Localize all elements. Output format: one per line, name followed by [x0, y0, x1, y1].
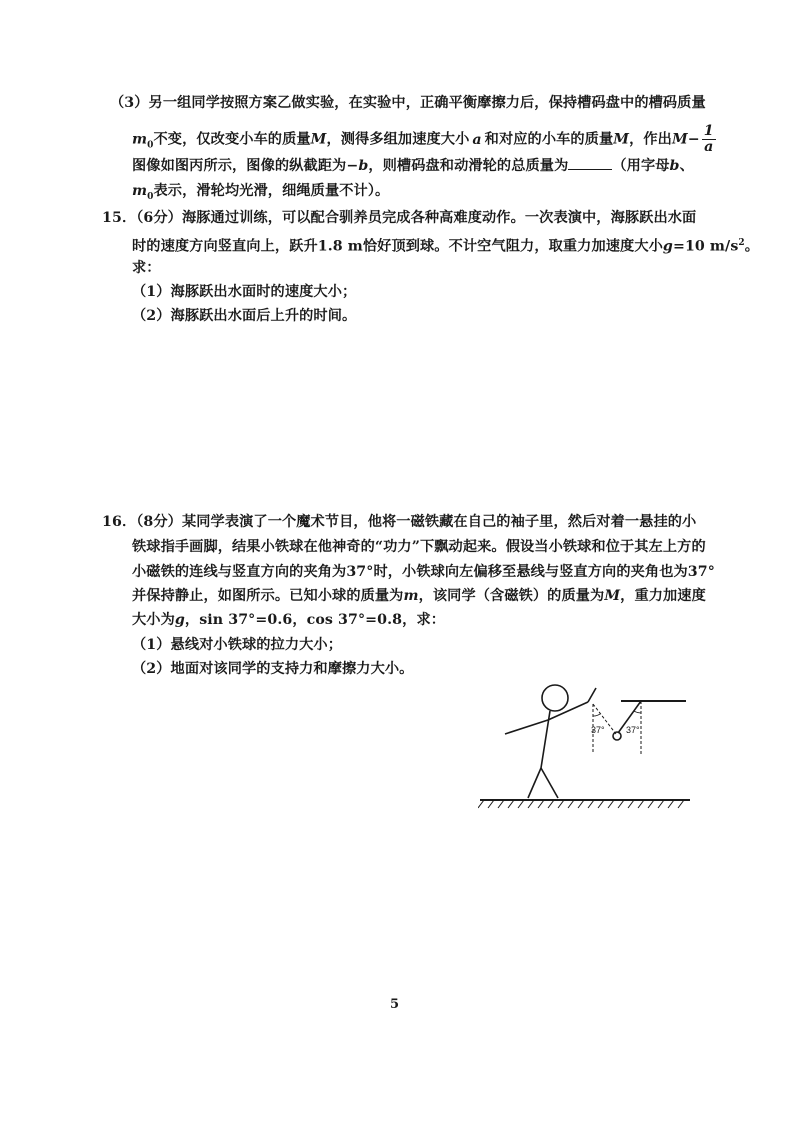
- text: 求：: [132, 260, 161, 276]
- q16-sub1: [132, 634, 342, 656]
- text: 大小为: [132, 612, 175, 628]
- var-M: M: [604, 588, 621, 604]
- text: （2）海豚跃出水面后上升的时间。: [132, 308, 357, 324]
- var-m: m: [403, 588, 419, 604]
- text: 小磁铁的连线与竖直方向的夹角为37°时，小铁球向左偏移至悬线与竖直方向的夹角也为37°: [132, 564, 715, 580]
- text: ，重力加速度: [620, 588, 706, 604]
- text: （用字母: [612, 158, 670, 174]
- text: 和对应的小车的质量: [484, 131, 614, 148]
- text: ，则槽码盘和动滑轮的总质量为: [368, 158, 569, 174]
- q16-line5: [132, 609, 445, 631]
- q14-3-line2: [132, 124, 716, 156]
- page-number: 5: [390, 997, 400, 1012]
- text: 表示，滑轮均光滑，细绳质量不计）。: [153, 183, 390, 199]
- ground-hatching: [478, 800, 684, 808]
- var-b: b: [669, 158, 680, 174]
- q15-sub2: [132, 305, 356, 327]
- text: ，该同学（含磁铁）的质量为: [418, 588, 605, 604]
- var-a: a: [472, 131, 482, 148]
- text: ，测得多组加速度大小: [326, 131, 470, 148]
- var-M: M: [613, 131, 630, 148]
- frac-num: 1: [703, 123, 714, 139]
- magnet-sleeve: [588, 688, 596, 702]
- sub-0: 0: [147, 140, 154, 151]
- q16-line1: [102, 511, 696, 533]
- minus: −: [687, 131, 700, 148]
- angle-arc-right: [634, 711, 641, 713]
- var-m: m: [132, 131, 148, 148]
- var-M: M: [310, 131, 327, 148]
- stick-figure-right-leg: [541, 768, 558, 798]
- var-m: m: [132, 183, 148, 199]
- text: ，sin 37°=0.6，cos 37°=0.8，求：: [184, 612, 446, 628]
- q15-line1: [102, 207, 696, 229]
- text: 图像如图丙所示，图像的纵截距为−: [132, 158, 359, 174]
- frac-den: a: [704, 139, 714, 155]
- text: 16．（8分）某同学表演了一个魔术节目，他将一磁铁藏在自己的袖子里，然后对着一悬挂的小: [102, 514, 697, 530]
- magic-trick-figure: [478, 676, 693, 816]
- stick-figure-left-leg: [528, 768, 541, 798]
- q14-3-line4: [132, 180, 389, 208]
- text: 15．（6分）海豚通过训练，可以配合驯养员完成各种高难度动作。一次表演中，海豚跃出水面: [102, 210, 697, 226]
- text: =10 m/s: [672, 238, 739, 255]
- text: （1）海豚跃出水面时的速度大小；: [132, 284, 357, 300]
- q15-sub1: [132, 281, 356, 303]
- text: 时的速度方向竖直向上，跃升1.8 m恰好顶到球。不计空气阻力，取重力加速度大小: [132, 238, 663, 255]
- q16-line2: [132, 536, 706, 558]
- q15-line2: [132, 232, 759, 258]
- fraction-1-over-a: [702, 124, 716, 155]
- var-b: b: [358, 158, 369, 174]
- q14-3-text1: （3）另一组同学按照方案乙做实验，在实验中，正确平衡摩擦力后，保持槽码盘中的槽码质量: [110, 95, 706, 111]
- iron-ball: [613, 732, 621, 740]
- text: 铁球指手画脚，结果小铁球在他神奇的“功力”下飘动起来。假设当小铁球和位于其左上方的: [132, 539, 706, 555]
- text: ，作出: [629, 131, 672, 148]
- var-g: g: [662, 238, 673, 255]
- text: 。: [744, 238, 760, 255]
- stick-figure-left-arm: [505, 720, 548, 734]
- q16-sub2: [132, 658, 413, 680]
- stick-figure-head: [542, 685, 568, 711]
- angle-arc-left: [593, 714, 600, 716]
- q15-line3: [132, 257, 161, 279]
- angle-label-right: 37°: [626, 725, 640, 735]
- answer-blank[interactable]: [568, 155, 612, 170]
- q14-3-line3: [132, 155, 694, 177]
- text: 并保持静止，如图所示。已知小球的质量为: [132, 588, 404, 604]
- q16-line4: [132, 585, 706, 607]
- text: 不变，仅改变小车的质量: [153, 131, 311, 148]
- text: （1）悬线对小铁球的拉力大小；: [132, 637, 342, 653]
- q16-line3: [132, 561, 715, 583]
- sup-2: 2: [738, 238, 745, 248]
- angle-label-left: 37°: [591, 725, 605, 735]
- text: （2）地面对该同学的支持力和摩擦力大小。: [132, 661, 414, 677]
- q14-3-line1: [110, 92, 706, 114]
- sub-0: 0: [147, 191, 154, 202]
- var-M: M: [671, 131, 688, 148]
- var-g: g: [174, 612, 185, 628]
- text: 、: [679, 158, 694, 174]
